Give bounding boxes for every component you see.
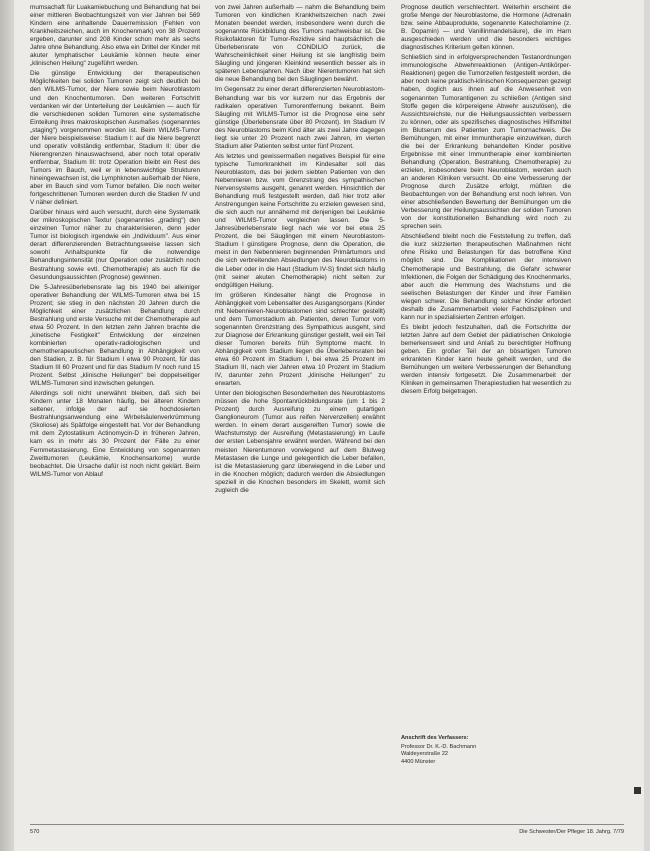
paragraph: Prognose deutlich verschlechtert. Weiterhin erscheint die große Menge der Neuroblastome, die Hormone (Adrenalin bzw. seine Abbauprodukte, sogenannte Katecholamine (z. B. Dopamin) — und Vanillinmandelsäure), die im Harn ausgeschieden werden und die besonders wichtiges diagnostisches Kriterium gelten können. (401, 4, 571, 52)
article-end-mark (634, 787, 641, 794)
paragraph: Schließlich sind in erfolgversprechenden Testanordnungen immunologische Abwehrreaktionen (Antigen-Antikörper-Reaktionen) gegen die Tumorzellen festgestellt worden, die aber noch keine praktisch-klinischen Konsequenzen gezeigt haben, doglich aus ihnen auf die Anwesenheit von sogenannten Tumorantigenen zu schließen (Antigen sind Stoffe gegen die körpereigene Abwehr auszulösen), die Aussichtsreichste, nur die Heilungsaussichten verbessern zu können, oder als spezifisches diagnostisches Hilfsmittel im Blutserum des Patienten zum Tumornachweis. Die Bemühungen, mit einer Immuntherapie einzuwirken, durch die bei der Erkrankung behandelten Kinder positive Ergebnisse mit einer Immuntherapie einer kombinierten Behandlung (Operation, Bestrahlung, Chemotherapie) zu erzielen, insbesondere beim Neuroblastom, werden auch an anderen Kliniken versucht. Ob eine Verbesserung der Prognose durch Zusätze erfolgt, müßten die Beobachtungen von der Behandlung erst noch lehren. Von einer abschließenden Bewertung der Bemühungen um die Verbesserung der Heilungsaussichten der soliden Tumoren von der konstitutionellen Behandlung wird noch zu sprechen sein. (401, 54, 571, 231)
paragraph: Als letztes und gewissermaßen negatives Beispiel für eine typische Tumorkrankheit im Kindesalter soll das Neuroblastom, das bei jedem siebten Patienten von den Nebennieren bzw. vom Grenzstrang des sympathischen Nervensystems ausgeht, genannt werden. Hinsichtlich der Behandlung muß festgestellt werden, daß hier trotz aller Anstrengungen keine Fortschritte zu erzielen gewesen sind, die sich auch nur annähernd mit denjenigen bei Leukämie und WILMS-Tumor vergleichen lassen. Die 5-Jahresüberlebensrate liegt nach wie vor bei etwa 25 Prozent, die bei Säuglingen mit einem Neuroblastom-Stadium I günstigere Prognose, denn die Operation, die meist in den Nebennieren beginnenden Primärtumors und die sich verbreitenden Absiedlungen des Neuroblastoms in die Leber oder in die Haut (Stadium IV-S) findet sich häufig (mit seiner akuten Chemotherapie) nicht selten zur endgültigen Heilung. (215, 152, 385, 289)
paragraph: Darüber hinaus wird auch versucht, durch eine Systematik der mikroskopischen Textur (sogenanntes „grading") den einzelnen Tumor näher zu charakterisieren, denn jeder Tumor ist biologisch irgendwie ein „Individuum". Aus einer derart differenzierenden Betrachtungsweise lassen sich sowohl Anhaltspunkte für die notwendige Behandlungsintensität (nur Operation oder zusätzlich noch Bestrahlung sowie evtl. Chemotherapie) als auch für die Gesundungsaussichten (Prognose) gewinnen. (30, 209, 200, 281)
paragraph: Es bleibt jedoch festzuhalten, daß die Fortschritte der letzten Jahre auf dem Gebiet der pädiatrischen Onkologie bemerkenswert sind und Anlaß zu berechtigter Hoffnung geben. Ein großer Teil der an bösartigen Tumoren erkrankten Kinder kann heute geheilt werden, und die Bemühungen um weitere Verbesserungen der Behandlung werden intensiv fortgesetzt. Die Zusammenarbeit der Kliniken in gemeinsamen Therapiestudien hat wesentlich zu diesem Erfolg beigetragen. (401, 323, 571, 396)
journal-citation: Die Schwester/Der Pfleger 18. Jahrg. 7/79 (519, 829, 624, 835)
paragraph: von zwei Jahren außerhalb — nahm die Behandlung beim Tumoren von kindlichen Krankheitszeichen nach zwei Monaten beendet werden, insbesondere wenn durch die sogenannte Rückbildung des Tumors nachweisbar ist. Die Risikofaktoren für Tumor-Rezidive sind hauptsächlich die Überlebensrate von CONDILIO zurück, die Wahrscheinlichkeit einer Heilung ist sie langfristig beim Säugling und jüngeren Kleinkind wesentlich besser als in späteren Lebensjahren. Nach über Nierentumoren hat sich die neue Behandlung bei den Säuglingen bewährt. (215, 4, 385, 84)
author-address (401, 735, 571, 766)
paragraph: Abschließend bleibt noch die Feststellung zu treffen, daß die kurz skizzierten therapeutischen Maßnahmen nicht ohne Risiko und Belastungen für das betroffene Kind möglich sind. Die Komplikationen der intensiven Chemotherapie und Bestrahlung, die Gefahr schwerer Infektionen, die Folgen der Schädigung des Knochenmarks, aber auch die Hemmung des Wachstums und die seelischen Belastungen der Kinder und ihrer Familien wiegen schwer. Die Behandlung solcher Kinder erfordert deshalb die Zusammenarbeit vieler Fachdisziplinen und kann nur in spezialisierten Zentren erfolgen. (401, 233, 571, 321)
paragraph: Im Gegensatz zu einer derart differenzierten Neuroblastom-Behandlung war bis vor kurzem nur das Ergebnis der radikalen operativen Tumorentfernung bekannt. Beim Säugling mit WILMS-Tumor ist die Prognose eine sehr günstige (Überlebensrate über 80 Prozent). Im Stadium IV des Neuroblastoms beim Kind älter als zwei Jahre dagegen liegt sie unter 20 Prozent nach zwei Jahren, im vierten Stadium aller Patienten selbst unter fünf Prozent. (215, 86, 385, 150)
address-title: Anschrift des Verfassers: (401, 735, 469, 741)
journal-page (14, 0, 644, 851)
paragraph: Im größeren Kindesalter hängt die Prognose in Abhängigkeit vom Lebensalter des Ausgangsorgans (Kinder mit Nebennieren-Neuroblastomen sind schlechter gestellt) und dem Tumorstadium ab. Patienten, deren Tumor vom sogenannten Grenzstrang des Sympathicus ausgeht, sind zur Diagnose der Erkrankung günstiger gestellt, weil ein Teil dieser Tumoren bereits früh Symptome macht. In Abhängigkeit vom Stadium liegen die Überlebensraten bei etwa 60 Prozent im Stadium I, bei etwa 25 Prozent im Stadium III, nach vier Jahren etwa 10 Prozent im Stadium IV, darunter zehn Prozent „klinische Heilungen" zu erwarten. (215, 291, 385, 388)
paragraph: Die günstige Entwicklung der therapeutischen Möglichkeiten bei soliden Tumoren zeigt sich deutlich bei den WILMS-Tumor, der Niere sowie beim Neuroblastom und den Knochentumoren. Den weiteren Fortschritt verdanken wir der Unterteilung der Leukämien — auch für die verschiedenen soliden Tumoren eine systematische Einteilung ihres makroskopischen Ausmaßes (sogenanntes „staging") vorgenommen worden ist. Beim WILMS-Tumor der Niere beispielsweise: Stadium I: auf die Niere begrenzt und operativ vollständig entfernbar, Stadium II: über die Nierengrenzen hinauswachsend, aber noch total operativ entfernbar, Stadium III: trotz Operation bleibt ein Rest des Tumors im Bauch, weil er in lebenswichtige Strukturen hineingewachsen ist, die Lymphknoten außerhalb der Niere, aber im Bauch sind vom Tumor befallen. Die noch weiter fortgeschrittenen Tumoren werden durch die Stadien IV und V näher definiert. (30, 70, 200, 207)
page-footer (30, 824, 624, 835)
address-line: 4400 Münster (401, 758, 436, 765)
text-column-2 (215, 4, 385, 812)
paragraph: mumsachaft für Luakamiebuchung und Behandlung hat bei einer mittleren Beobachtungszeit von vier Jahren bei 569 Kindern eine anhaltende Dauerremission (Fehlen von Krankheitszeichen, auch im Knochenmark) von 38 Prozent ergeben, darunter sind 208 Kinder schon mehr als sechs Jahre ohne Behandlung. Also etwa ein Drittel der Kinder mit akuter lymphatischer Leukämie können heute einer „klinischen Heilung" zugeführt werden. (30, 4, 200, 68)
text-column-3 (401, 4, 571, 724)
text-column-1 (30, 4, 200, 812)
paragraph: Die 5-Jahresüberlebensrate lag bis 1940 bei alleiniger operativer Behandlung der WILMS-Tumoren etwa bei 15 Prozent; sie stieg in den nächsten 20 Jahren durch die Möglichkeit einer zusätzlichen Behandlung durch Bestrahlung und erste Versuche mit der Chemotherapie auf etwa 50 Prozent. In den letzten zehn Jahren brachte die „kinetische Festigkeit" Entwicklung der einzelnen kombinierten operativ-radiologischen und chemotherapeutischen Behandlung in Abhängigkeit von den Stadien, z. B. für Stadium I etwa 90 Prozent, für das Stadium III 60 Prozent und für das Stadium IV noch rund 15 Prozent. Selbst „klinische Heilungen" bei doppelseitiger WILMS-Tumoren sind inzwischen gelungen. (30, 283, 200, 388)
page-number: 570 (30, 829, 40, 835)
address-line: Professor Dr. K.-D. Bachmann (401, 744, 477, 751)
binding-shadow (0, 0, 14, 851)
address-line: Waldeyerstraße 22 (401, 751, 449, 758)
paragraph: Unter den biologischen Besonderheiten des Neuroblastoms müssen die hohe Spontanrückbildungsrate (um 1 bis 2 Prozent) durch Ausreifung zu einem gutartigen Ganglioneurom (Tumor aus reifen Nervenzellen) erwähnt werden. In einem derart ausgereiften Tumor) sowie die Wachstumstyp der Ausreifung (Metastasierung) im Laufe der ersten Lebensjahre erwähnt werden. Während bei den meisten Nierentumoren vorwiegend auf dem Blutweg Metastasen die Lunge und gelegentlich die Leber befallen, ist die Metastasierung ganz überwiegend in die Leber und in die Knochen möglich; dadurch werden die Absiedlungen speziell in die Knochen besonders im Skelett, womit sich zugleich die (215, 390, 385, 494)
paragraph: Allerdings soll nicht unerwähnt bleiben, daß sich bei Kindern unter 18 Monaten häufig, bei älteren Kindern seltener, infolge der auf sie hochdosierten Bestrahlungsanwendung eine Wirbelsäulenverkrümmung (Skoliose) als Spätfolge eingestellt hat. Vor der Behandlung mit dem Zytostatikum Actinomycin-D in früheren Jahren, kam es in mehr als 30 Prozent der Fälle zu einer Fernmetastasierung. Eine Entwicklung von sogenannten Zweittumoren (Leukämie, Knochensarkome) wurde beobachtet. Die Ursache dafür ist noch nicht geklärt. Beim WILMS-Tumor von Ablauf (30, 390, 200, 478)
